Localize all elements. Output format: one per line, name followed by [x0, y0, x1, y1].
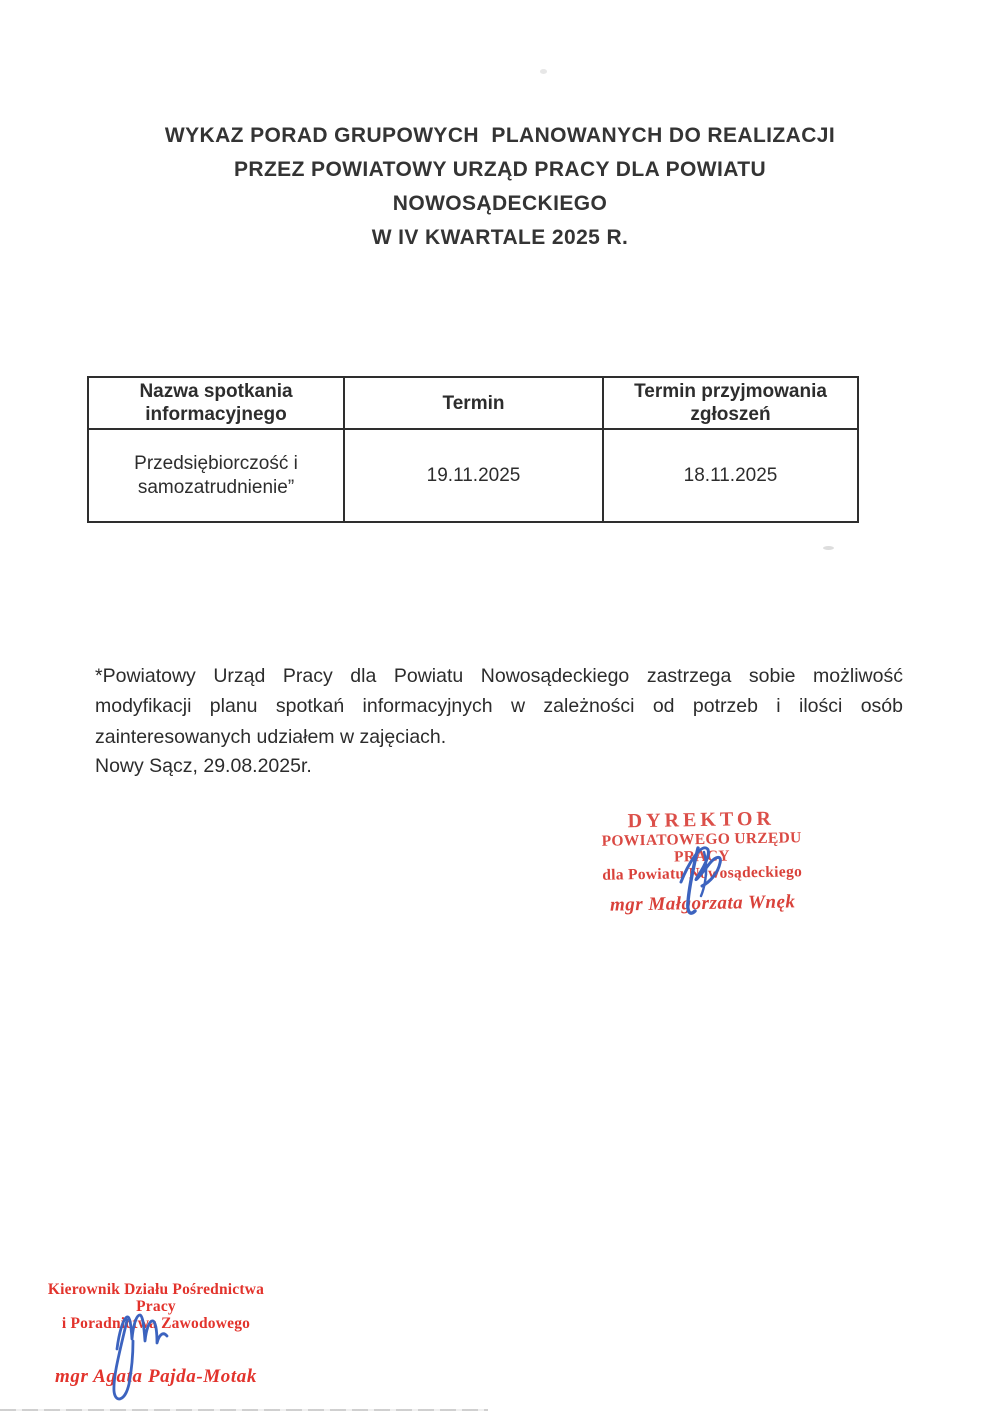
- director-stamp-name: mgr Małgorzata Wnęk: [609, 891, 796, 916]
- table-row: [88, 429, 858, 522]
- cell-registration-deadline: 18.11.2025: [603, 429, 858, 522]
- director-stamp-district: dla Powiatu Nowosądeckiego: [602, 863, 803, 884]
- title-line-3: NOWOSĄDECKIEGO: [392, 192, 608, 215]
- cell-date: 19.11.2025: [344, 429, 603, 522]
- manager-stamp-title: Kierownik Działu Pośrednictwa Pracy: [47, 1281, 265, 1315]
- column-header-registration-deadline: Termin przyjmowania zgłoszeń: [603, 377, 858, 429]
- director-stamp-office: POWIATOWEGO URZĘDU PRACY: [601, 829, 802, 866]
- document-title: [0, 119, 1000, 255]
- title-line-1: WYKAZ PORAD GRUPOWYCH PLANOWANYCH DO REALIZACJI: [164, 124, 836, 147]
- table-header-row: [88, 377, 858, 429]
- manager-signature-icon: [101, 1307, 173, 1407]
- scan-edge-artifact: [0, 1409, 488, 1411]
- scan-speck: [823, 546, 834, 550]
- director-stamp-title: DYREKTOR: [627, 807, 776, 833]
- footnote-paragraph: *Powiatowy Urząd Pracy dla Powiatu Nowosądeckiego zastrzega sobie możliwość modyfikacji planu spotkań informacyjnych w zależności od potrzeb i ilości osób zainteresowanych udziałem w zajęciach.: [95, 664, 903, 748]
- manager-stamp-department: i Poradnictwa Zawodowego: [61, 1315, 251, 1332]
- title-line-2: PRZEZ POWIATOWY URZĄD PRACY DLA POWIATU: [233, 158, 767, 181]
- director-signature-ink: [668, 840, 730, 918]
- title-line-4: W IV KWARTALE 2025 R.: [371, 226, 629, 249]
- scan-speck: [540, 69, 547, 74]
- column-header-date: Termin: [344, 377, 603, 429]
- column-header-meeting-name: Nazwa spotkania informacyjnego: [88, 377, 344, 429]
- place-date-line: Nowy Sącz, 29.08.2025r.: [95, 755, 312, 777]
- director-signature-icon: [668, 840, 730, 918]
- manager-stamp-name: mgr Agata Pajda-Motak: [55, 1366, 257, 1387]
- cell-meeting-name: Przedsiębiorczość i samozatrudnienie”: [88, 429, 344, 522]
- schedule-table: [87, 376, 859, 523]
- manager-signature-ink: [101, 1307, 173, 1407]
